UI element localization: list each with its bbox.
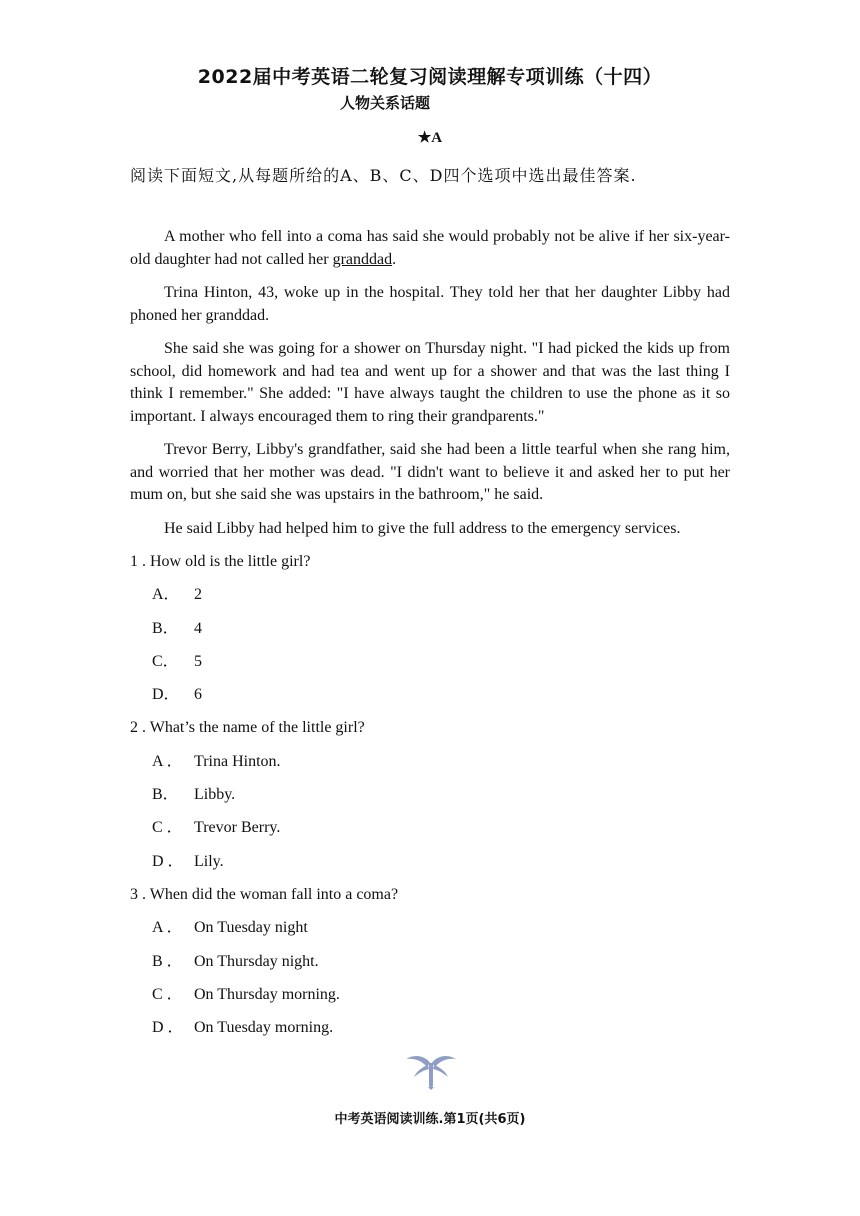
section-label: ★A (417, 130, 443, 146)
option-letter: A ． (152, 919, 183, 937)
option-text: On Tuesday morning. (194, 1019, 334, 1037)
option-letter: C． (152, 652, 179, 670)
page-title: 2022届中考英语二轮复习阅读理解专项训练（十四） (197, 66, 663, 88)
question-2 (130, 717, 730, 883)
option-letter: D ． (152, 1019, 184, 1037)
option-a[interactable] (152, 751, 730, 784)
option-a[interactable] (152, 584, 730, 617)
question-1 (130, 551, 730, 717)
paragraph-5: He said Libby had helped him to give the full address to the emergency services. (164, 519, 681, 537)
option-letter: C ． (152, 819, 183, 837)
option-letter: D． (152, 686, 180, 704)
question-text: 1 . How old is the little girl? (130, 553, 311, 570)
option-text: Trina Hinton. (194, 752, 281, 770)
option-d[interactable] (152, 851, 730, 884)
paragraph-2: Trina Hinton, 43, woke up in the hospital. They told her that her daughter Libby had phoned her granddad. (130, 284, 730, 324)
option-letter: C ． (152, 985, 183, 1003)
option-d[interactable] (152, 684, 730, 717)
option-text: 4 (194, 619, 202, 637)
option-text: On Thursday night. (194, 952, 319, 970)
paragraph-1-text: A mother who fell into a coma has said she would probably not be alive if her six-year-old daughter had not called her (130, 228, 730, 268)
option-c[interactable] (152, 984, 730, 1017)
option-text: Lily. (194, 852, 224, 870)
question-3 (130, 884, 730, 1050)
option-text: 5 (194, 652, 202, 670)
option-c[interactable] (152, 651, 730, 684)
option-d[interactable] (152, 1017, 730, 1050)
option-letter: B． (152, 786, 179, 804)
underlined-word: granddad (332, 250, 393, 268)
option-letter: B． (152, 619, 179, 637)
option-a[interactable] (152, 917, 730, 950)
questions (130, 551, 730, 1050)
question-text: 2 . What’s the name of the little girl? (130, 719, 365, 737)
page-footer: 中考英语阅读训练.第1页(共6页) (334, 1112, 526, 1127)
option-text: 2 (194, 586, 202, 604)
paragraph-1 (130, 226, 730, 271)
option-text: Trevor Berry. (194, 819, 281, 837)
option-letter: A． (152, 586, 180, 604)
publisher-logo-icon (404, 1050, 458, 1090)
paragraph-4: Trevor Berry, Libby's grandfather, said she had been a little tearful when she rang him, and worried that her mother was dead. "I didn't want to believe it and asked her to put her mum on, but she said she was upstairs in the bathroom," he said. (130, 441, 730, 503)
option-c[interactable] (152, 817, 730, 850)
option-text: 6 (194, 686, 202, 704)
option-letter: A ． (152, 752, 183, 770)
option-letter: D ． (152, 852, 184, 870)
option-text: Libby. (194, 786, 236, 804)
option-b[interactable] (152, 784, 730, 817)
paragraph-3: She said she was going for a shower on Thursday night. "I had picked the kids up from school, did homework and had tea and went up for a shower and that was the last thing I think I remember." She added: "I have always taught the children to use the phone as it so important. I always encouraged them to ring their grandparents." (130, 340, 730, 425)
paragraph-1-end: . (392, 250, 397, 268)
option-b[interactable] (152, 951, 730, 984)
option-b[interactable] (152, 618, 730, 651)
option-letter: B ． (152, 952, 183, 970)
option-text: On Thursday morning. (194, 985, 340, 1003)
option-text: On Tuesday night (194, 919, 308, 937)
question-text: 3 . When did the woman fall into a coma? (130, 885, 399, 903)
instructions: 阅读下面短文,从每题所给的A、B、C、D四个选项中选出最佳答案. (130, 166, 637, 185)
passage (130, 226, 730, 551)
page-subtitle: 人物关系话题 (340, 94, 431, 112)
